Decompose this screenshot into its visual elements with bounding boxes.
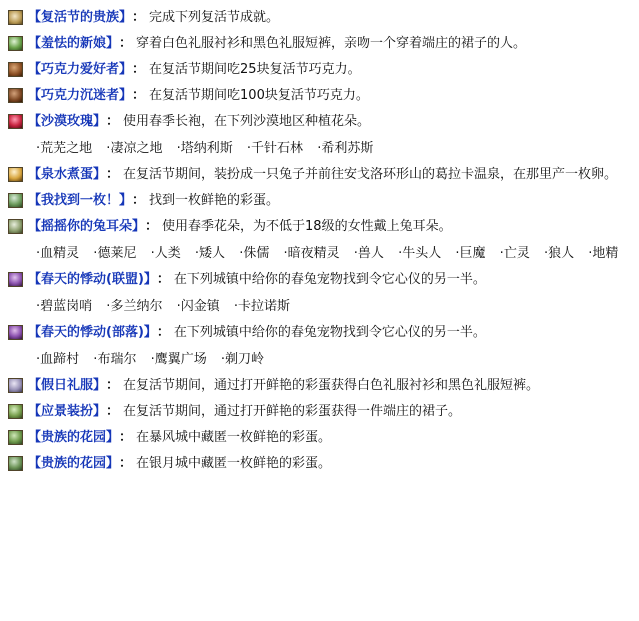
list-item: ·血精灵 — [36, 246, 80, 261]
list-item: ·兽人 — [353, 246, 384, 261]
achievement-title: 【我找到一枚！】 — [28, 193, 133, 208]
achievement-title: 【贵族的花园】 — [28, 430, 120, 445]
list-item: ·希利苏斯 — [317, 141, 374, 156]
list-item-label: 希利苏斯 — [321, 141, 374, 156]
list-item: ·闪金镇 — [176, 299, 220, 314]
achievement-title: 【摇摇你的兔耳朵】 — [28, 219, 146, 234]
achievement-description: 穿着白色礼服衬衫和黑色礼服短裤，亲吻一个穿着端庄的裙子的人。 — [136, 36, 527, 51]
achievement-title: 【沙漠玫瑰】 — [28, 114, 107, 129]
achievement-row[interactable] — [8, 374, 631, 398]
list-item: ·地精 — [588, 246, 619, 261]
achievement-row[interactable] — [8, 58, 631, 82]
list-item: ·碧蓝岗哨 — [36, 299, 93, 314]
spring-water-egg-icon — [8, 167, 23, 182]
achievement-row[interactable] — [8, 215, 631, 239]
achievement-title: 【羞怯的新娘】 — [28, 36, 120, 51]
achievement-separator: ： — [156, 272, 170, 287]
achievement-description: 在下列城镇中给你的春兔宠物找到令它心仪的另一半。 — [173, 272, 486, 287]
list-item-label: 多兰纳尔 — [110, 299, 163, 314]
achievement-row[interactable] — [8, 163, 631, 187]
achievement-description: 在复活节期间吃25块复活节巧克力。 — [149, 62, 361, 77]
achievement-separator: ： — [132, 62, 146, 77]
achievement-separator: ： — [106, 167, 120, 182]
list-item-label: 兽人 — [357, 246, 384, 261]
achievement-title: 【应景装扮】 — [28, 404, 107, 419]
list-item: ·德莱尼 — [93, 246, 137, 261]
list-item: ·布瑞尔 — [93, 352, 137, 367]
list-item-label: 地精 — [592, 246, 619, 261]
list-item-label: 德莱尼 — [97, 246, 137, 261]
achievement-title: 【贵族的花园】 — [28, 456, 120, 471]
list-item: ·狼人 — [543, 246, 575, 261]
list-item: ·巨魔 — [455, 246, 486, 261]
list-item-label: 侏儒 — [243, 246, 270, 261]
list-item: ·血蹄村 — [36, 352, 80, 367]
list-item-label: 凄凉之地 — [110, 141, 163, 156]
list-item-label: 血精灵 — [40, 246, 80, 261]
noble-garden-sw-icon — [8, 430, 23, 445]
desert-zone-list — [8, 136, 631, 161]
achievement-description: 在下列城镇中给你的春兔宠物找到令它心仪的另一半。 — [173, 325, 486, 340]
achievement-title: 【春天的悸动(联盟)】 — [28, 272, 157, 287]
achievement-row[interactable] — [8, 268, 631, 292]
achievement-separator: ： — [119, 430, 133, 445]
list-item: ·牛头人 — [398, 246, 442, 261]
achievement-description: 完成下列复活节成就。 — [149, 10, 280, 25]
list-item-label: 鹰翼广场 — [154, 352, 207, 367]
list-item-label: 碧蓝岗哨 — [40, 299, 93, 314]
achievement-separator: ： — [106, 378, 120, 393]
achievement-title: 【春天的悸动(部落)】 — [28, 325, 157, 340]
noble-garden-sm-icon — [8, 456, 23, 471]
achievement-description: 在复活节期间，通过打开鲜艳的彩蛋获得一件端庄的裙子。 — [123, 404, 462, 419]
achievement-description: 在复活节期间，装扮成一只兔子并前往安戈洛环形山的葛拉卡温泉，在那里产一枚卵。 — [123, 167, 618, 182]
desert-rose-icon — [8, 114, 23, 129]
list-item-label: 闪金镇 — [180, 299, 220, 314]
list-item: ·荒芜之地 — [36, 141, 93, 156]
achievement-row[interactable] — [8, 6, 631, 30]
achievement-title: 【复活节的贵族】 — [28, 10, 133, 25]
list-item: ·剃刀岭 — [220, 352, 265, 367]
chocolate-addict-icon — [8, 88, 23, 103]
spring-fling-horde-icon — [8, 325, 23, 340]
scenery-outfit-icon — [8, 404, 23, 419]
list-item: ·卡拉诺斯 — [233, 299, 291, 314]
achievement-description: 使用春季长袍，在下列沙漠地区种植花朵。 — [123, 114, 371, 129]
achievement-row[interactable] — [8, 452, 631, 476]
list-item: ·凄凉之地 — [106, 141, 163, 156]
achievement-title: 【巧克力沉迷者】 — [28, 88, 133, 103]
achievement-row[interactable] — [8, 110, 631, 134]
achievement-description: 在复活节期间吃100块复活节巧克力。 — [149, 88, 369, 103]
list-item: ·亡灵 — [499, 246, 530, 261]
achievement-separator: ： — [119, 36, 133, 51]
list-item: ·鹰翼广场 — [150, 352, 207, 367]
list-item: ·多兰纳尔 — [106, 299, 163, 314]
achievement-description: 在银月城中藏匿一枚鲜艳的彩蛋。 — [136, 456, 332, 471]
list-item-label: 塔纳利斯 — [180, 141, 233, 156]
list-item-label: 暗夜精灵 — [287, 246, 340, 261]
list-item-label: 剃刀岭 — [225, 352, 265, 367]
holiday-dress-icon — [8, 378, 23, 393]
horde-town-list — [8, 347, 631, 372]
achievement-title: 【巧克力爱好者】 — [28, 62, 133, 77]
list-item-label: 亡灵 — [503, 246, 530, 261]
achievement-separator: ： — [156, 325, 170, 340]
spring-fling-alliance-icon — [8, 272, 23, 287]
achievement-separator: ： — [145, 219, 159, 234]
achievement-row[interactable] — [8, 32, 631, 56]
list-item-label: 卡拉诺斯 — [238, 299, 291, 314]
list-item: ·人类 — [150, 246, 181, 261]
list-item-label: 千针石林 — [251, 141, 304, 156]
list-item: ·千针石林 — [246, 141, 304, 156]
achievement-description: 在暴风城中藏匿一枚鲜艳的彩蛋。 — [136, 430, 332, 445]
achievement-row[interactable] — [8, 84, 631, 108]
list-item-label: 布瑞尔 — [97, 352, 137, 367]
achievement-row[interactable] — [8, 426, 631, 450]
chocolate-lover-icon — [8, 62, 23, 77]
list-item-label: 荒芜之地 — [40, 141, 93, 156]
achievement-row[interactable] — [8, 400, 631, 424]
achievement-description: 使用春季花朵，为不低于18级的女性戴上兔耳朵。 — [162, 219, 452, 234]
list-item: ·侏儒 — [239, 246, 270, 261]
achievement-separator: ： — [119, 456, 133, 471]
achievement-title: 【泉水煮蛋】 — [28, 167, 107, 182]
list-item-label: 血蹄村 — [40, 352, 80, 367]
list-item-label: 牛头人 — [402, 246, 442, 261]
achievement-separator: ： — [132, 10, 146, 25]
shy-bride-icon — [8, 36, 23, 51]
noble-egg-icon — [8, 10, 23, 25]
achievement-row[interactable] — [8, 321, 631, 345]
list-item: ·塔纳利斯 — [176, 141, 233, 156]
list-item: ·暗夜精灵 — [283, 246, 340, 261]
shake-bunny-ears-icon — [8, 219, 23, 234]
achievement-separator: ： — [106, 404, 120, 419]
list-item-label: 巨魔 — [459, 246, 486, 261]
i-found-one-icon — [8, 193, 23, 208]
alliance-town-list — [8, 294, 631, 319]
list-item-label: 矮人 — [199, 246, 226, 261]
achievement-separator: ： — [132, 88, 146, 103]
achievement-description: 找到一枚鲜艳的彩蛋。 — [149, 193, 280, 208]
race-list — [8, 241, 631, 266]
list-item: ·矮人 — [194, 246, 226, 261]
list-item-label: 人类 — [154, 246, 181, 261]
achievement-description: 在复活节期间，通过打开鲜艳的彩蛋获得白色礼服衬衫和黑色礼服短裤。 — [123, 378, 540, 393]
list-item-label: 狼人 — [548, 246, 575, 261]
achievement-row[interactable] — [8, 189, 631, 213]
achievement-separator: ： — [106, 114, 120, 129]
achievement-separator: ： — [132, 193, 146, 208]
achievement-title: 【假日礼服】 — [28, 378, 107, 393]
